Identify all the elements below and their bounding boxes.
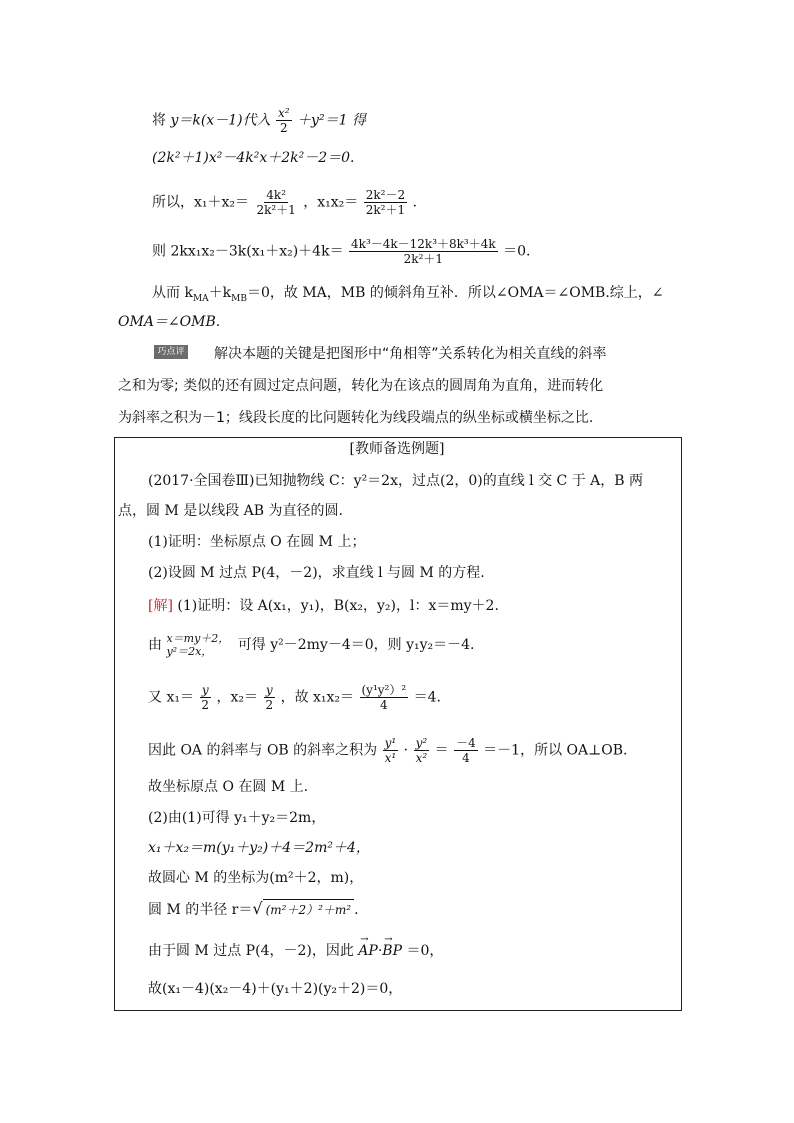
equation-system xyxy=(166,632,229,658)
numerator: y xyxy=(265,683,273,697)
denominator: 2 xyxy=(265,698,274,712)
fraction xyxy=(263,683,275,712)
denominator: 2k²＋1 xyxy=(365,203,406,217)
text: . xyxy=(412,194,418,211)
solution-line: 故(x₁－4)(x₂－4)＋(y₁＋2)(y₂＋2)＝0， xyxy=(148,981,403,997)
math: ＋y²＝1 得 xyxy=(297,112,366,129)
text: ，故 x₁x₂＝ xyxy=(280,689,355,706)
solution-line xyxy=(148,736,627,765)
solution-line: x₁＋x₂＝m(y₁＋y₂)＋4＝2m²＋4， xyxy=(148,840,370,856)
numerator: 4k³－4k－12k³＋8k³＋4k xyxy=(351,237,496,251)
text: · xyxy=(377,943,383,959)
text-line xyxy=(152,283,664,303)
solution-line xyxy=(148,596,499,616)
denominator: 2k²＋1 xyxy=(403,252,444,266)
solution-line xyxy=(148,632,475,658)
vector: → AP xyxy=(358,941,378,961)
subscript: MA xyxy=(192,293,209,304)
fraction xyxy=(364,188,407,217)
numerator: y² xyxy=(415,736,428,750)
text-line: OMA＝∠OMB. xyxy=(118,314,221,330)
text: (1)证明：设 A(x₁，y₁)，B(x₂，y₂)，l：x＝my＋2. xyxy=(177,598,499,614)
text: 圆 M 的半径 r＝ xyxy=(148,902,253,918)
denominator: 2 xyxy=(201,698,210,712)
fraction xyxy=(199,683,211,712)
text: 则 2kx₁x₂－3k(x₁＋x₂)＋4k＝ xyxy=(152,243,344,260)
numerator: y xyxy=(201,683,209,697)
subscript: MB xyxy=(231,293,247,304)
radicand: (m²＋2）²＋m² xyxy=(263,899,355,920)
text: ＝ xyxy=(434,742,449,759)
text-line xyxy=(152,237,530,266)
fraction xyxy=(414,736,430,765)
text: 又 x₁＝ xyxy=(148,689,194,706)
tip-line: 之和为零; 类似的还有圆过定点问题，转化为在该点的圆周角为直角，进而转化 xyxy=(118,378,604,394)
text: 所以，x₁＋x₂＝ xyxy=(152,194,250,211)
problem-line: (2)设圆 M 过点 P(4，－2)，求直线 l 与圆 M 的方程. xyxy=(148,565,485,581)
vector: → BP xyxy=(382,941,402,961)
numerator: 4k² xyxy=(266,188,286,202)
text: 从而 k xyxy=(152,285,193,301)
solution-line: 圆 M 的半径 r＝√ (m²＋2）²＋m² . xyxy=(148,899,359,918)
text: · xyxy=(403,742,409,759)
numerator: (y¹y²）² xyxy=(361,683,407,697)
tip-badge-icon: 巧点评 xyxy=(154,345,188,359)
problem-line: (1)证明：坐标原点 O 在圆 M 上； xyxy=(148,534,366,550)
text: 可得 y²－2my－4＝0，则 y₁y₂＝－4. xyxy=(237,637,475,653)
problem-line: (2017·全国卷Ⅲ)已知抛物线 C：y²＝2x，过点(2，0)的直线 l 交 C 于 A，B 两 xyxy=(148,473,644,489)
equation-line: (2k²＋1)x²－4k²x＋2k²－2＝0. xyxy=(152,150,355,166)
fraction xyxy=(349,237,498,266)
text: ＋k xyxy=(208,285,232,301)
denominator: 2 xyxy=(280,121,288,135)
denominator: x² xyxy=(415,751,428,765)
text-line xyxy=(152,106,366,135)
box-title: [教师备选例题] xyxy=(349,441,445,457)
text: 因此 OA 的斜率与 OB 的斜率之积为 xyxy=(148,742,378,759)
system-eq: x＝my＋2， xyxy=(166,632,230,645)
denominator: x¹ xyxy=(384,751,397,765)
fraction xyxy=(383,736,399,765)
tip-line: 为斜率之积为－1；线段长度的比问题转化为线段端点的纵坐标或横坐标之比. xyxy=(118,410,594,426)
numerator: y¹ xyxy=(384,736,397,750)
math: y＝k(x－1)代入 xyxy=(170,112,271,129)
problem-line: 点，圆 M 是以线段 AB 为直径的圆. xyxy=(118,503,343,519)
text: 由 xyxy=(148,637,162,653)
text: ＝4. xyxy=(413,689,441,706)
system-eq: y²＝2x， xyxy=(166,645,213,658)
text-line xyxy=(152,188,417,217)
numerator: －4 xyxy=(456,736,476,750)
text: 将 xyxy=(152,112,166,129)
text: ＝0， xyxy=(406,943,444,959)
fraction xyxy=(454,736,478,765)
denominator: 4 xyxy=(380,698,388,712)
solution-label: [解] xyxy=(148,598,173,614)
denominator: 4 xyxy=(462,751,470,765)
fraction xyxy=(276,106,292,135)
solution-line: 故圆心 M 的坐标为(m²＋2，m)， xyxy=(148,870,364,886)
text: ＝0，故 MA，MB 的倾斜角互补．所以∠OMA＝∠OMB.综上，∠ xyxy=(246,285,664,301)
numerator: 2k²－2 xyxy=(365,188,406,202)
solution-line xyxy=(148,683,441,712)
text: ，x₂＝ xyxy=(216,689,259,706)
numerator: x² xyxy=(278,106,290,120)
solution-line xyxy=(148,941,443,961)
text: ＝－1，所以 OA⊥OB. xyxy=(483,742,628,759)
fraction xyxy=(254,188,297,217)
tip-line: 解决本题的关键是把图形中“角相等”关系转化为相关直线的斜率 xyxy=(214,346,607,362)
example-box xyxy=(114,437,682,1011)
text: . xyxy=(354,902,359,918)
fraction xyxy=(360,683,409,712)
solution-line: (2)由(1)可得 y₁＋y₂＝2m， xyxy=(148,810,326,826)
text: ，x₁x₂＝ xyxy=(303,194,359,211)
text: ＝0. xyxy=(503,243,531,260)
solution-line: 故坐标原点 O 在圆 M 上. xyxy=(148,779,309,795)
denominator: 2k²＋1 xyxy=(256,203,296,217)
text: 由于圆 M 过点 P(4，－2)，因此 xyxy=(148,943,354,959)
